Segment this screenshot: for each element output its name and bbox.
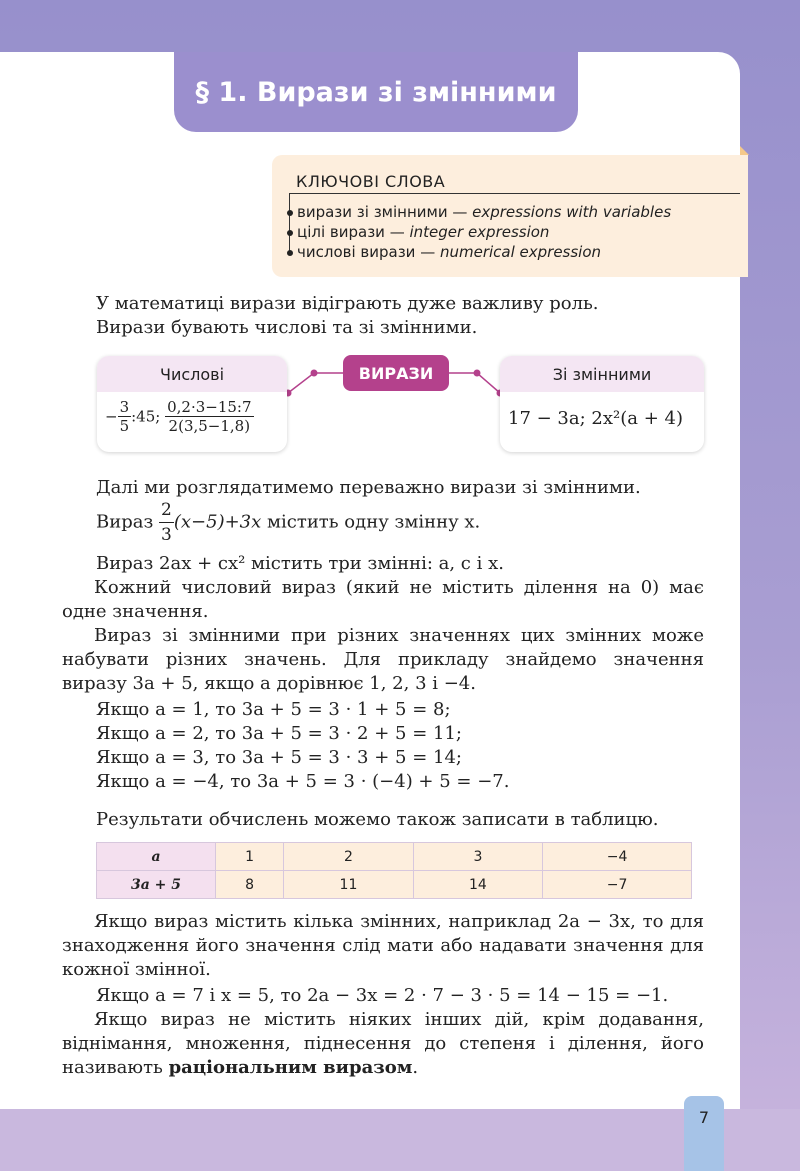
paragraph: Результати обчислень можемо також записати в таблицю. <box>96 809 659 830</box>
table-row <box>97 843 692 871</box>
variable-card-title: Зі змінними <box>500 356 704 392</box>
expressions-node: ВИРАЗИ <box>343 355 449 391</box>
paragraph: Якщо a = 7 і x = 5, то 2a − 3x = 2 · 7 − 3 · 5 = 14 − 15 = −1. <box>96 985 669 1006</box>
example-line: Якщо a = 2, то 3a + 5 = 3 · 2 + 5 = 11; <box>96 723 462 744</box>
paragraph: Якщо вираз не містить ніяких інших дій, крім додавання, віднімання, множення, піднесення до степеня і ділення, його називають раціональним виразом. <box>62 1009 704 1078</box>
paragraph: Вираз $\frac{2}{3}$ (x−5)+3x містить одну змінну x. <box>96 500 481 545</box>
intro-line-2: Вирази бувають числові та зі змінними. <box>96 317 478 338</box>
variable-examples: 17 − 3a; 2x²(a + 4) <box>508 408 683 429</box>
section-title: § 1. Вирази зі змінними <box>174 52 578 132</box>
keywords-title: КЛЮЧОВІ СЛОВА <box>296 172 446 191</box>
fraction: $\frac{3}{5}$ <box>119 398 130 435</box>
paragraph: Вираз зі змінними при різних значеннях цих змінних може набувати різних значень. Для прикладу знайдемо значення виразу 3a + 5, якщо a дорівнює 1, 2, 3 і −4. <box>62 625 704 694</box>
keyword-item: вирази зі змінними — expressions with variables <box>287 203 671 221</box>
variable-expressions-card <box>500 356 704 452</box>
table-head-cell: a <box>97 843 216 871</box>
fraction: $\frac{0,2\cdot 3-15:7}{2(3,5-1,8)}$ <box>167 398 252 435</box>
table-cell: 8 <box>216 871 284 899</box>
table-row <box>97 871 692 899</box>
page-number: 7 <box>684 1096 724 1171</box>
table-cell: 14 <box>413 871 542 899</box>
paragraph: Якщо вираз містить кілька змінних, наприклад 2a − 3x, то для знаходження його значення слід мати або надавати значення для кожної змінної. <box>62 911 704 980</box>
paragraph: Далі ми розглядатимемо переважно вирази зі змінними. <box>96 477 641 498</box>
table-cell: 11 <box>284 871 413 899</box>
example-line: Якщо a = −4, то 3a + 5 = 3 · (−4) + 5 = −7. <box>96 771 510 792</box>
table-head-cell: 3a + 5 <box>97 871 216 899</box>
example-line: Якщо a = 1, то 3a + 5 = 3 · 1 + 5 = 8; <box>96 699 451 720</box>
bottom-band <box>0 1109 800 1171</box>
fraction: $\frac{2}{3}$ <box>161 500 172 545</box>
values-table <box>96 842 692 899</box>
table-cell: 3 <box>413 843 542 871</box>
paragraph: Вираз 2ax + cx² містить три змінні: a, c і x. <box>96 553 504 574</box>
paragraph: Кожний числовий вираз (який не містить ділення на 0) має одне значення. <box>62 577 704 622</box>
numeric-examples: − $\frac{3}{5}$ :45; $\frac{0,2\cdot 3-15:7}{2(3,5-1,8)}$ <box>105 398 252 435</box>
keyword-item: числові вирази — numerical expression <box>287 243 601 261</box>
numeric-card-title: Числові <box>97 356 287 392</box>
table-cell: 1 <box>216 843 284 871</box>
example-line: Якщо a = 3, то 3a + 5 = 3 · 3 + 5 = 14; <box>96 747 462 768</box>
numeric-expressions-card <box>97 356 287 452</box>
intro-line-1: У математиці вирази відіграють дуже важливу роль. <box>96 293 599 314</box>
keyword-item: цілі вирази — integer expression <box>287 223 549 241</box>
table-cell: 2 <box>284 843 413 871</box>
table-cell: −7 <box>543 871 692 899</box>
table-cell: −4 <box>543 843 692 871</box>
